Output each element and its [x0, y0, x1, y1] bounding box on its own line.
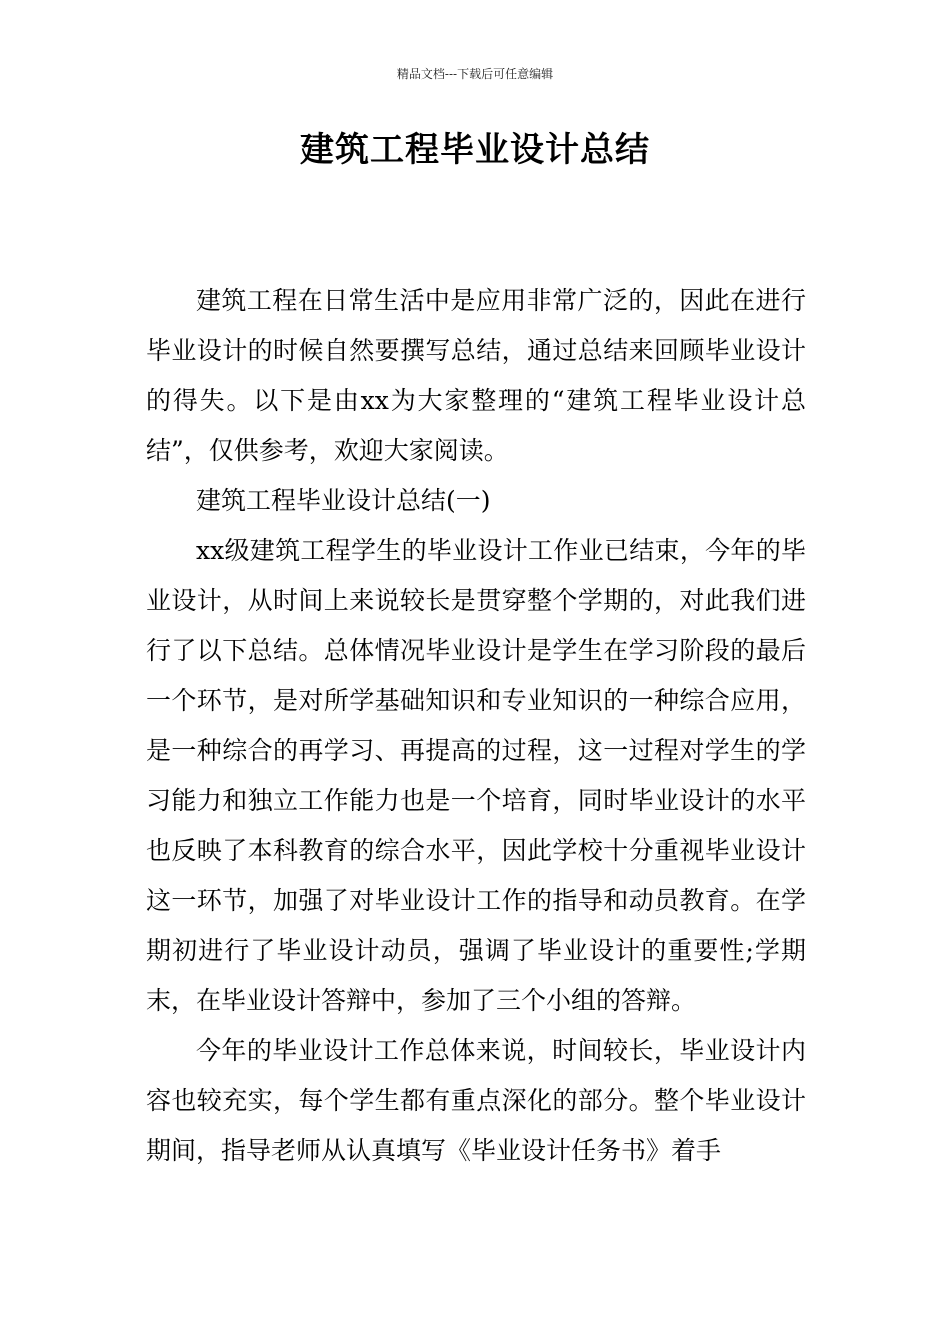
page-header-note: 精品文档---下载后可任意编辑: [396, 67, 554, 81]
body-paragraph: 今年的毕业设计工作总体来说，时间较长，毕业设计内容也较充实，每个学生都有重点深化的部分。整个毕业设计期间，指导老师从认真填写《毕业设计任务书》着手: [146, 1036, 806, 1165]
section-heading: 建筑工程毕业设计总结(一): [196, 486, 491, 515]
body-paragraph: xx级建筑工程学生的毕业设计工作业已结束，今年的毕业设计，从时间上来说较长是贯穿整个学期的，对此我们进行了以下总结。总体情况毕业设计是学生在学习阶段的最后一个环节，是对所学基础知识和专业知识的一种综合应用，是一种综合的再学习、再提高的过程，这一过程对学生的学习能力和独立工作能力也是一个培育，同时毕业设计的水平也反映了本科教育的综合水平，因此学校十分重视毕业设计这一环节，加强了对毕业设计工作的指导和动员教育。在学期初进行了毕业设计动员，强调了毕业设计的重要性;学期末，在毕业设计答辩中，参加了三个小组的答辩。: [146, 536, 806, 1015]
document-body: [146, 276, 806, 1176]
document-title: 建筑工程毕业设计总结: [300, 130, 650, 170]
intro-paragraph: 建筑工程在日常生活中是应用非常广泛的，因此在进行毕业设计的时候自然要撰写总结，通过总结来回顾毕业设计的得失。以下是由xx为大家整理的“建筑工程毕业设计总结”，仅供参考，欢迎大家阅读。: [146, 286, 806, 465]
